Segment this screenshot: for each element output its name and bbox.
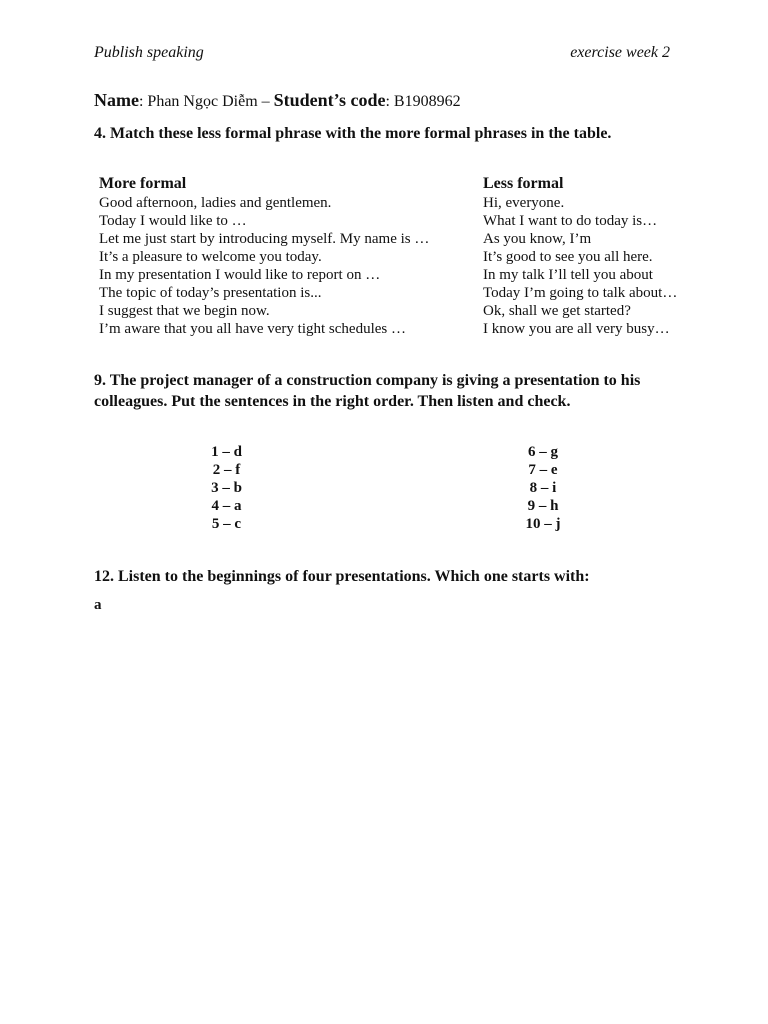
answer-row [150,479,630,497]
more-formal-phrase: The topic of today’s presentation is... [99,285,322,301]
more-formal-phrase: It’s a pleasure to welcome you today. [99,249,322,265]
more-formal-phrase: I suggest that we begin now. [99,303,270,319]
more-formal-phrase: Let me just start by introducing myself. My name is … [99,231,430,247]
table-row [99,248,719,266]
answer-grid [150,443,630,533]
question-12-answer: a [94,597,102,613]
question-4-text: 4. Match these less formal phrase with the more formal phrases in the table. [94,125,612,142]
name-label: Name [94,90,139,110]
more-formal-phrase: Today I would like to … [99,213,247,229]
answer-right: 9 – h [527,498,559,514]
table-row [99,266,719,284]
answer-right: 7 – e [528,462,558,478]
table-row [99,302,719,320]
answer-left: 4 – a [211,498,242,514]
answer-row [150,497,630,515]
answer-left: 5 – c [211,516,242,532]
table-row [99,320,719,338]
less-formal-phrase: I know you are all very busy… [483,321,670,337]
question-9-text: 9. The project manager of a construction company is giving a presentation to his colleagues. Put the sentences in the right order. Then listen and check. [94,372,641,410]
more-formal-phrase: Good afternoon, ladies and gentlemen. [99,195,332,211]
header-course-title: Publish speaking [94,44,204,61]
answer-left: 2 – f [212,462,241,478]
less-formal-phrase: In my talk I’ll tell you about [483,267,653,283]
question-12-text: 12. Listen to the beginnings of four presentations. Which one starts with: [94,568,590,585]
answer-right: 10 – j [525,516,561,532]
name-value: : Phan Ngọc Diễm – [138,93,270,110]
less-formal-phrase: Today I’m going to talk about… [483,285,678,301]
column-header-more-formal: More formal [99,175,187,192]
answer-right: 6 – g [528,444,558,460]
table-row [99,212,719,230]
less-formal-phrase: Ok, shall we get started? [483,303,631,319]
answer-row [150,515,630,533]
table-row [99,230,719,248]
table-row [99,284,719,302]
answer-left: 3 – b [211,480,242,496]
more-formal-phrase: I’m aware that you all have very tight schedules … [99,321,406,337]
student-info-line [94,90,461,111]
answer-left: 1 – d [211,444,242,460]
less-formal-phrase: It’s good to see you all here. [483,249,653,265]
phrases-table-header [99,174,719,194]
column-header-less-formal: Less formal [483,175,564,192]
less-formal-phrase: What I want to do today is… [483,213,658,229]
less-formal-phrase: Hi, everyone. [483,195,565,211]
student-code-value: : B1908962 [385,93,461,110]
answer-row [150,443,630,461]
table-row [99,194,719,212]
header-exercise-label: exercise week 2 [570,44,670,61]
phrases-table [99,174,719,338]
answer-row [150,461,630,479]
page-header [94,44,670,62]
student-code-label: Student’s code [273,90,386,110]
answer-right: 8 – i [529,480,557,496]
less-formal-phrase: As you know, I’m [483,231,592,247]
more-formal-phrase: In my presentation I would like to report on … [99,267,381,283]
